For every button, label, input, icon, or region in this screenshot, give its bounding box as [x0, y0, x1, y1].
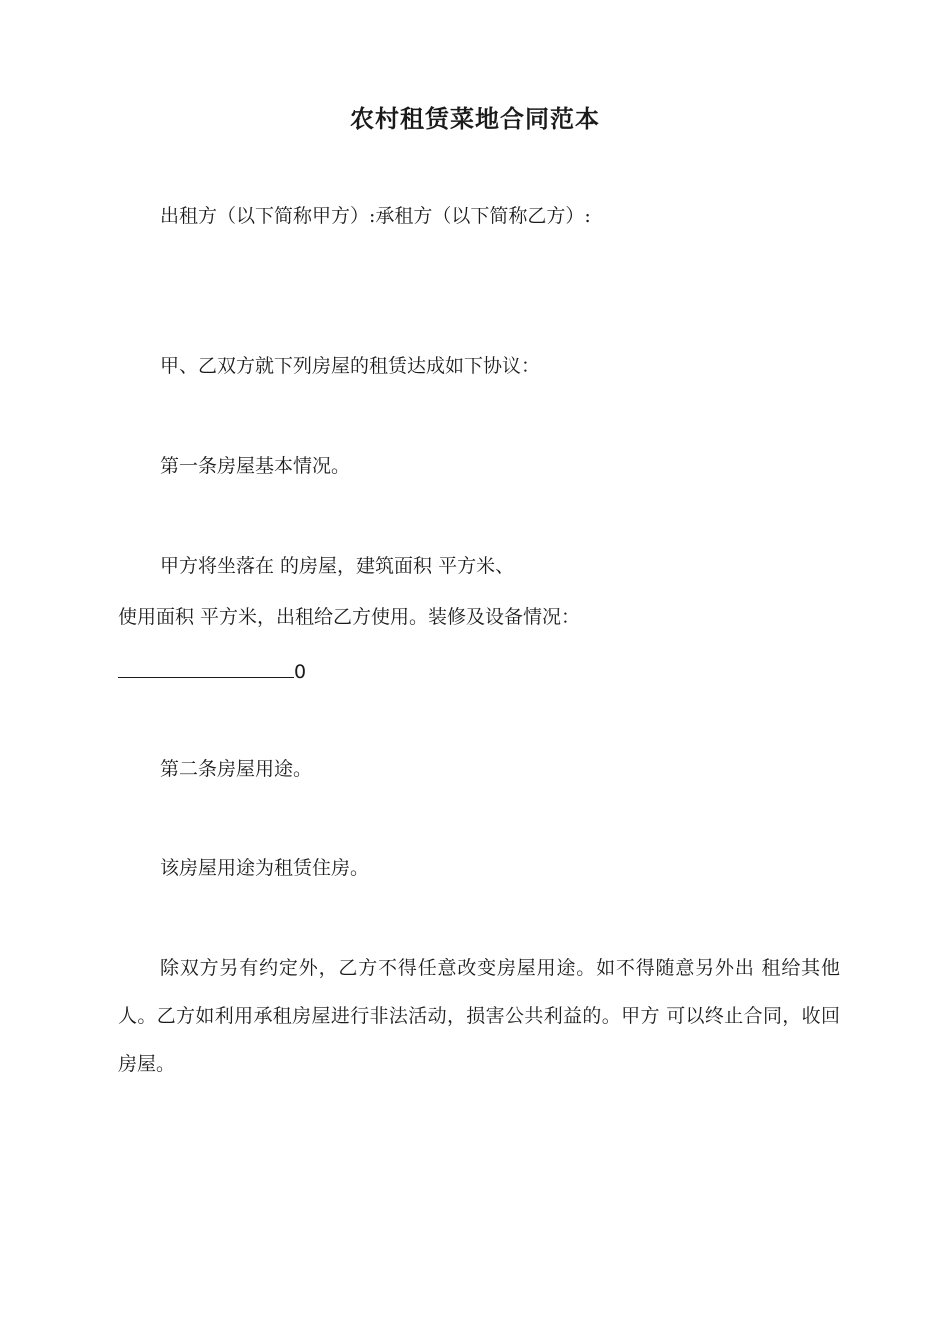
intro-paragraph: 甲、乙双方就下列房屋的租赁达成如下协议： — [160, 355, 541, 377]
parties-paragraph: 出租方（以下简称甲方）:承租方（以下简称乙方）: — [160, 205, 591, 227]
article1-heading: 第一条房屋基本情况。 — [160, 455, 351, 477]
article1-line1: 甲方将坐落在 的房屋，建筑面积 平方米、 — [160, 555, 515, 577]
fill-in-blank — [118, 655, 294, 678]
equipment-blank-line — [118, 655, 306, 688]
article1-line2: 使用面积 平方米，出租给乙方使用。装修及设备情况： — [118, 606, 581, 628]
article2-use: 该房屋用途为租赁住房。 — [160, 857, 370, 879]
article2-restriction: 除双方另有约定外，乙方不得任意改变房屋用途。如不得随意另外出 租给其他人。乙方如利用承租房屋进行非法活动，损害公共利益的。甲方 可以终止合同，收回房屋。 — [118, 957, 840, 1075]
document-title: 农村租赁菜地合同范本 — [350, 104, 600, 133]
article2-heading: 第二条房屋用途。 — [160, 758, 313, 780]
blank-suffix: 0 — [294, 661, 307, 683]
